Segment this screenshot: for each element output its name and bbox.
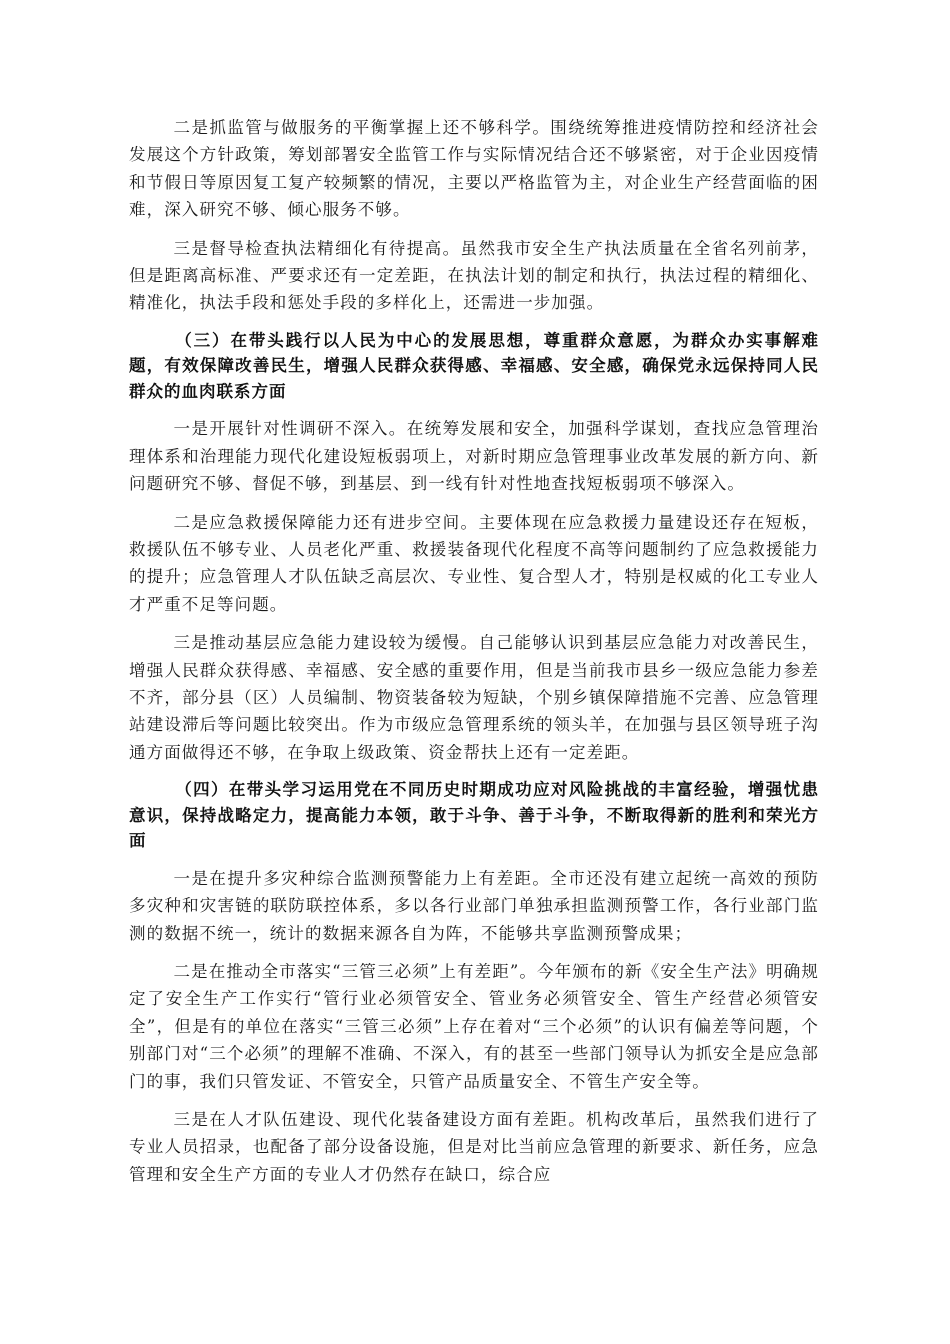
section-heading-4: （四）在带头学习运用党在不同历史时期成功应对风险挑战的丰富经验，增强忧患意识，保持战略定力，提高能力本领，敢于斗争、善于斗争，不断取得新的胜利和荣光方面 — [129, 780, 819, 851]
document-body — [129, 114, 819, 1199]
paragraph-grassroots-capacity: 三是推动基层应急能力建设较为缓慢。自己能够认识到基层应急能力对改善民生，增强人民群众获得感、幸福感、安全感的重要作用，但是当前我市县乡一级应急能力参差不齐，部分县（区）人员编制、物资装备较为短缺，个别乡镇保障措施不完善、应急管理站建设滞后等问题比较突出。作为市级应急管理系统的领头羊，在加强与县区领导班子沟通方面做得还不够，在争取上级政策、资金帮扶上还有一定差距。 — [129, 633, 819, 762]
paragraph-research-depth: 一是开展针对性调研不深入。在统筹发展和安全，加强科学谋划，查找应急管理治理体系和治理能力现代化建设短板弱项上，对新时期应急管理事业改革发展的新方向、新问题研究不够、督促不够，到基层、到一线有针对性地查找短板弱项不够深入。 — [129, 419, 819, 494]
section-heading-3: （三）在带头践行以人民为中心的发展思想，尊重群众意愿，为群众办实事解难题，有效保障改善民生，增强人民群众获得感、幸福感、安全感，确保党永远保持同人民群众的血肉联系方面 — [129, 330, 819, 401]
paragraph-enforcement-refinement: 三是督导检查执法精细化有待提高。虽然我市安全生产执法质量在全省名列前茅，但是距离高标准、严要求还有一定差距，在执法计划的制定和执行，执法过程的精细化、精准化，执法手段和惩处手段的多样化上，还需进一步加强。 — [129, 238, 819, 313]
paragraph-rescue-capacity: 二是应急救援保障能力还有进步空间。主要体现在应急救援力量建设还存在短板，救援队伍不够专业、人员老化严重、救援装备现代化程度不高等问题制约了应急救援能力的提升；应急管理人才队伍缺乏高层次、专业性、复合型人才，特别是权威的化工专业人才严重不足等问题。 — [129, 512, 819, 614]
paragraph-three-musts: 二是在推动全市落实“三管三必须”上有差距”。今年颁布的新《安全生产法》明确规定了安全生产工作实行“管行业必须管安全、管业务必须管安全、管生产经营必须管安全”，但是有的单位在落实“三管三必须”上存在着对“三个必须”的认识有偏差等问题，个别部门对“三个必须”的理解不准确、不深入，有的甚至一些部门领导认为抓安全是应急部门的事，我们只管发证、不管安全，只管产品质量安全、不管生产安全等。 — [129, 961, 819, 1091]
paragraph-talent-equipment: 三是在人才队伍建设、现代化装备建设方面有差距。机构改革后，虽然我们进行了专业人员招录，也配备了部分设备设施，但是对比当前应急管理的新要求、新任务，应急管理和安全生产方面的专业人才仍然存在缺口，综合应 — [129, 1109, 819, 1184]
paragraph-monitoring-warning: 一是在提升多灾种综合监测预警能力上有差距。全市还没有建立起统一高效的预防多灾种和灾害链的联防联控体系，多以各行业部门单独承担监测预警工作，各行业部门监测的数据不统一，统计的数据来源各自为阵，不能够共享监测预警成果； — [129, 868, 819, 943]
paragraph-supervision-balance: 二是抓监管与做服务的平衡掌握上还不够科学。围绕统筹推进疫情防控和经济社会发展这个方针政策，筹划部署安全监管工作与实际情况结合还不够紧密，对于企业因疫情和节假日等原因复工复产较频繁的情况，主要以严格监管为主，对企业生产经营面临的困难，深入研究不够、倾心服务不够。 — [129, 118, 819, 220]
